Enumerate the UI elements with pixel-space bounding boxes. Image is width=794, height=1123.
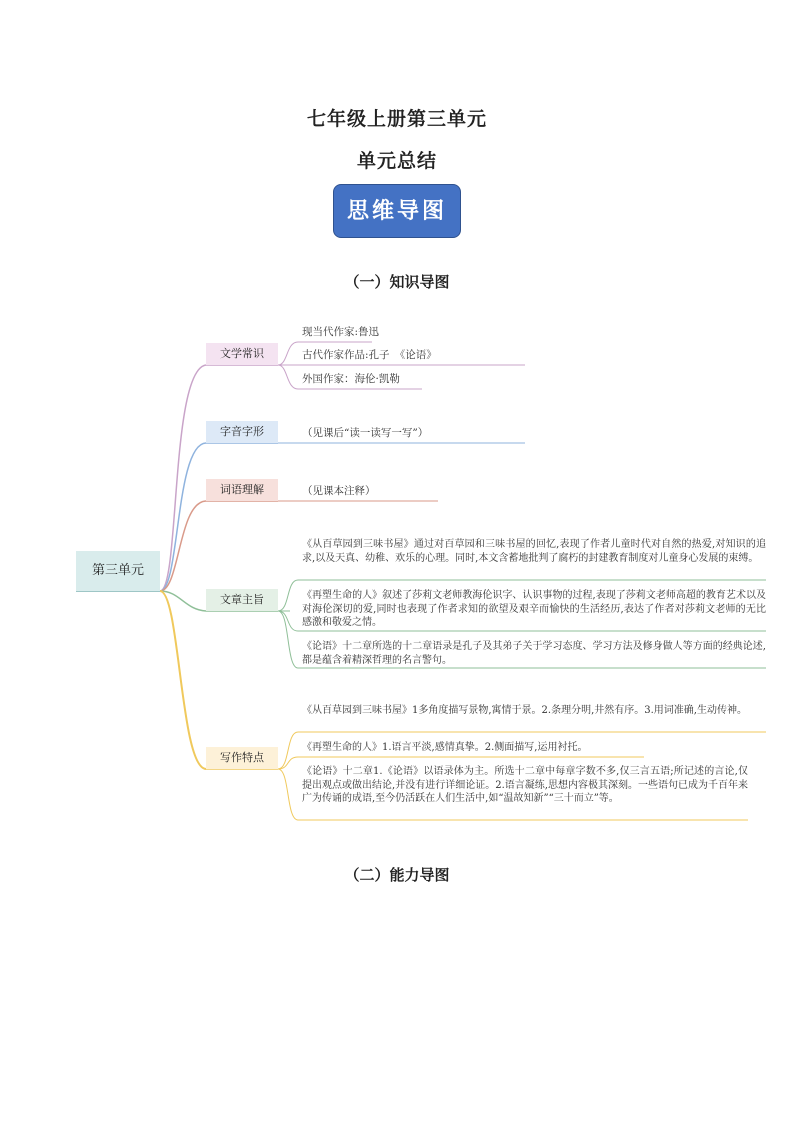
branch-main-idea: 文章主旨: [206, 589, 278, 611]
branch-pronunciation-writing: 字音字形: [206, 421, 278, 443]
leaf-foreign-author: 外国作家：海伦·凯勒: [302, 373, 400, 385]
branch-literary-knowledge: 文学常识: [206, 343, 278, 365]
leaf-pronunciation-note: （见课后“读一读写一写”）: [302, 427, 429, 439]
leaf-writing-baicaoyuan: 《从百草园到三味书屋》1多角度描写景物,寓情于景。2.条理分明,井然有序。3.用词准确,生动传神。: [302, 705, 747, 716]
leaf-main-idea-baicaoyuan: 《从百草园到三味书屋》通过对百草园和三味书屋的回忆,表现了作者儿童时代对自然的热爱,对知识的追求,以及天真、幼稚、欢乐的心理。同时,本文含蓄地批判了腐朽的封建教育制度对儿童身心发展的束缚。: [302, 539, 766, 564]
branch-writing-features: 写作特点: [206, 747, 278, 769]
connector-xiezuo: [160, 591, 206, 769]
leaf-ancient-author: 古代作家作品:孔子 《论语》: [302, 349, 437, 361]
leaf-writing-lunyu: 《论语》十二章1.《论语》以语录体为主。所选十二章中每章字数不多,仅三言五语;所记述的言论,仅提出观点或做出结论,并没有进行详细论证。2.语言凝练,思想内容极其深刻。一些语句已成为千百年来广为传诵的成语,至今仍活跃在人们生活中,如“温故知新”“三十而立”等。: [302, 766, 748, 804]
branch-vocabulary: 词语理解: [206, 479, 278, 501]
leaf-main-idea-lunyu: 《论语》十二章所选的十二章语录是孔子及其弟子关于学习态度、学习方法及修身做人等方面的经典论述,都是蕴含着精深哲理的名言警句。: [302, 641, 766, 666]
connector-ziyin: [160, 443, 206, 591]
mindmap-badge: 思维导图: [333, 184, 461, 238]
connector-wenxue: [160, 365, 206, 591]
leaf-main-idea-zaisu: 《再塑生命的人》叙述了莎莉文老师教海伦识字、认识事物的过程,表现了莎莉文老师高超的教育艺术以及对海伦深切的爱,同时也表现了作者求知的欲望及艰辛而愉快的生活经历,表达了作者对莎莉文老师的无比感激和敬爱之情。: [302, 590, 766, 628]
section-heading-knowledge: （一）知识导图: [344, 273, 450, 291]
document-title: 七年级上册第三单元: [306, 108, 487, 130]
document-subtitle: 单元总结: [356, 150, 437, 172]
leaf-vocabulary-note: （见课本注释）: [302, 485, 376, 497]
section-heading-ability: （二）能力导图: [344, 866, 450, 884]
leaf-writing-zaisu: 《再塑生命的人》1.语言平淡,感情真挚。2.侧面描写,运用衬托。: [302, 742, 588, 753]
leaf-modern-author: 现当代作家:鲁迅: [302, 326, 380, 338]
mindmap-root: 第三单元: [76, 551, 160, 591]
